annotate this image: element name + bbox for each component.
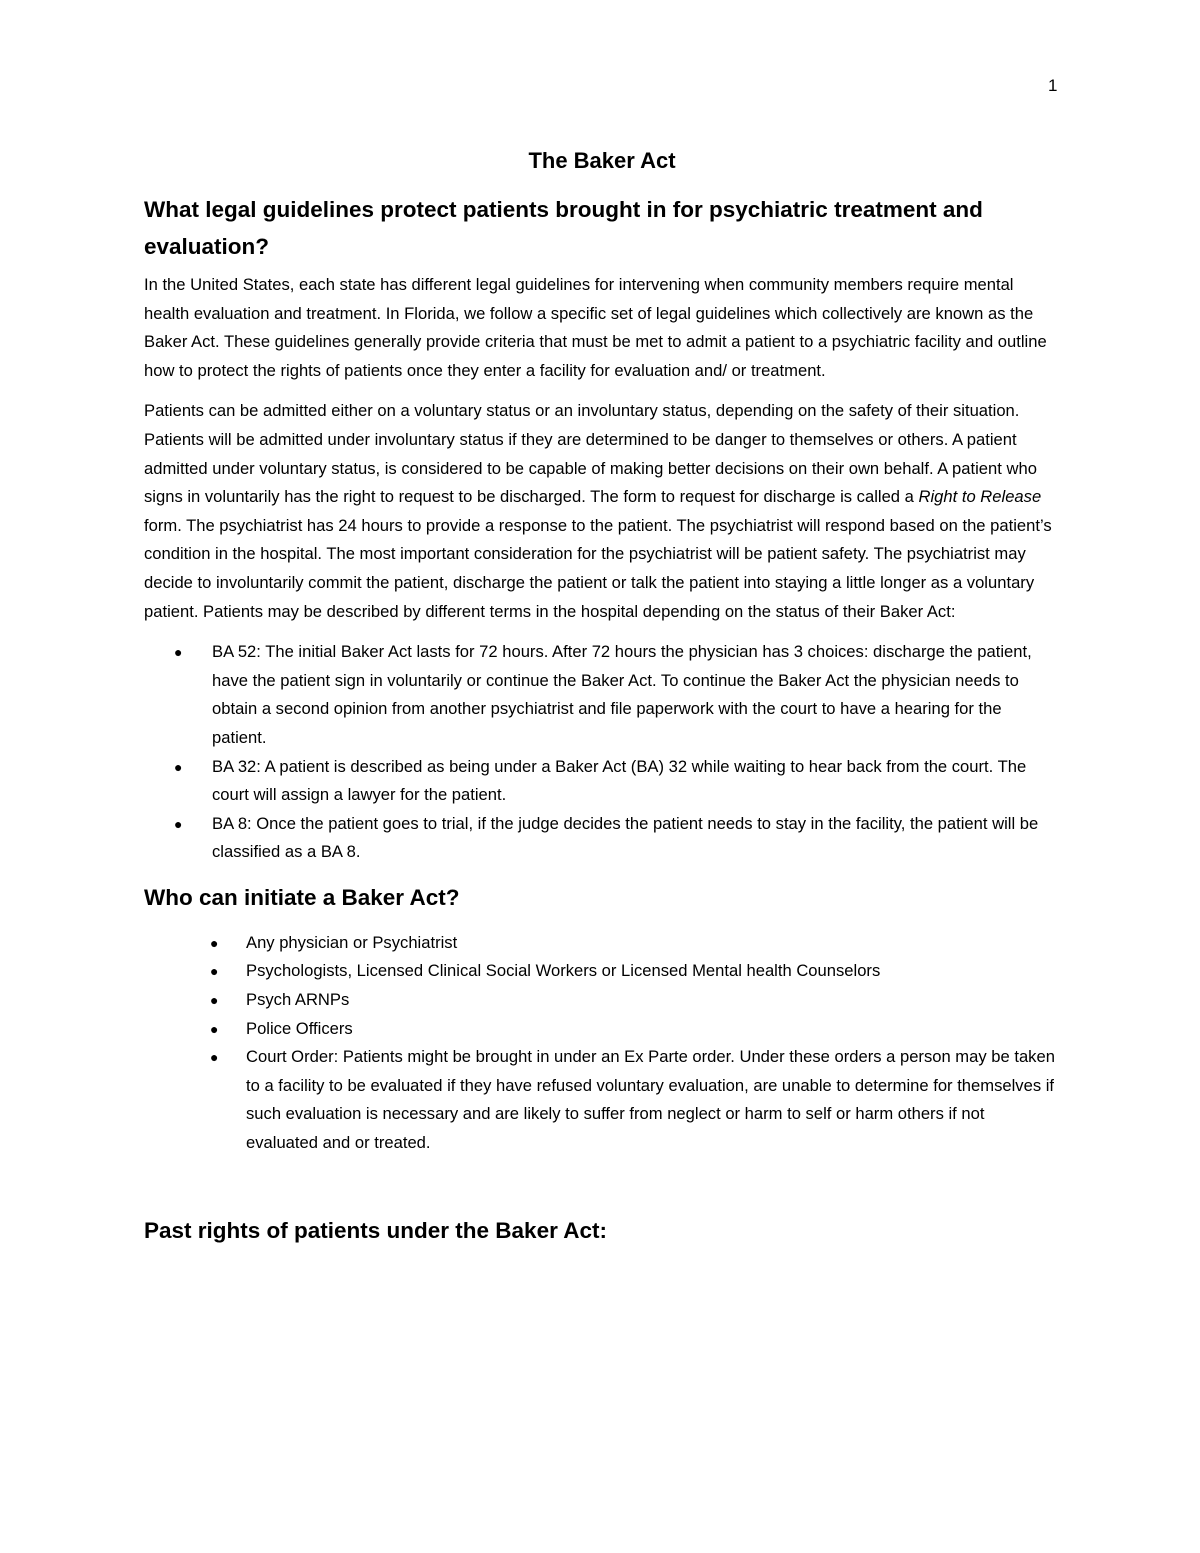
list-item-text: BA 32: A patient is described as being under a Baker Act (BA) 32 while waiting to hear back from the court. The court will assign a lawyer for the patient.	[212, 756, 1027, 805]
paragraph-admission-status	[144, 397, 1060, 626]
list-item-text: Police Officers	[246, 1018, 353, 1038]
list-item	[144, 929, 1060, 958]
list-item	[144, 753, 1060, 810]
bullet-icon: ●	[174, 815, 183, 832]
list-item-text: Court Order: Patients might be brought in under an Ex Parte order. Under these orders a person may be taken to a facility to be evaluated if they have refused voluntary evaluation, are unable to determine for themselves if such evaluation is necessary and are likely to suffer from neglect or harm to self or harm others if not evaluated and or treated.	[246, 1047, 1055, 1153]
list-item	[144, 1043, 1060, 1157]
bullet-icon: ●	[210, 1020, 219, 1037]
initiators-list	[144, 929, 1060, 1158]
bullet-icon: ●	[210, 934, 219, 951]
document-title: The Baker Act	[528, 148, 676, 173]
paragraph-intro: In the United States, each state has different legal guidelines for intervening when community members require mental health evaluation and treatment. In Florida, we follow a specific set of legal guidelines which collectively are known as the Baker Act. These guidelines generally provide criteria that must be met to admit a patient to a psychiatric facility and outline how to protect the rights of patients once they enter a facility for evaluation and/ or treatment.	[144, 275, 1047, 380]
list-item-text: Psych ARNPs	[246, 990, 350, 1010]
section-heading-who-can-initiate: Who can initiate a Baker Act?	[144, 884, 460, 910]
list-item	[144, 986, 1060, 1015]
list-item-text: BA 8: Once the patient goes to trial, if the judge decides the patient needs to stay in the facility, the patient will be classified as a BA 8.	[212, 813, 1039, 862]
list-item	[144, 810, 1060, 867]
list-item	[144, 638, 1060, 752]
baker-act-status-list	[144, 638, 1060, 867]
paragraph-text: form. The psychiatrist has 24 hours to provide a response to the patient. The psychiatrist will respond based on the patient’s condition in the hospital. The most important consideration for the psychiatrist will be patient safety. The psychiatrist may decide to involuntarily commit the patient, discharge the patient or talk the patient into staying a little longer as a voluntary patient. Patients may be described by different terms in the hospital depending on the status of their Baker Act:	[144, 515, 1052, 621]
list-item	[144, 1015, 1060, 1044]
list-item-text: Psychologists, Licensed Clinical Social Workers or Licensed Mental health Counselors	[246, 961, 881, 981]
bullet-icon: ●	[174, 644, 183, 661]
bullet-icon: ●	[174, 758, 183, 775]
bullet-icon: ●	[210, 963, 219, 980]
list-item	[144, 957, 1060, 986]
section-heading-past-rights: Past rights of patients under the Baker Act:	[144, 1217, 607, 1243]
section-heading-legal-guidelines: What legal guidelines protect patients brought in for psychiatric treatment and evaluation?	[144, 197, 983, 259]
right-to-release-term: Right to Release	[918, 487, 1042, 507]
document-body	[144, 145, 1060, 1262]
bullet-icon: ●	[210, 1049, 219, 1066]
list-item-text: BA 52: The initial Baker Act lasts for 72 hours. After 72 hours the physician has 3 choices: discharge the patient, have the patient sign in voluntarily or continue the Baker Act. To continue the Baker Act the physician needs to obtain a second opinion from another psychiatrist and file paperwork with the court to have a hearing for the patient.	[212, 642, 1032, 747]
bullet-icon: ●	[210, 992, 219, 1009]
page-number: 1	[1048, 76, 1058, 95]
paragraph-text: Patients can be admitted either on a voluntary status or an involuntary status, depending on the safety of their situation. Patients will be admitted under involuntary status if they are determined to be danger to themselves or others. A patient admitted under voluntary status, is considered to be capable of making better decisions on their own behalf. A patient who signs in voluntarily has the right to request to be discharged. The form to request for discharge is called a	[144, 401, 1037, 507]
list-item-text: Any physician or Psychiatrist	[246, 932, 458, 952]
